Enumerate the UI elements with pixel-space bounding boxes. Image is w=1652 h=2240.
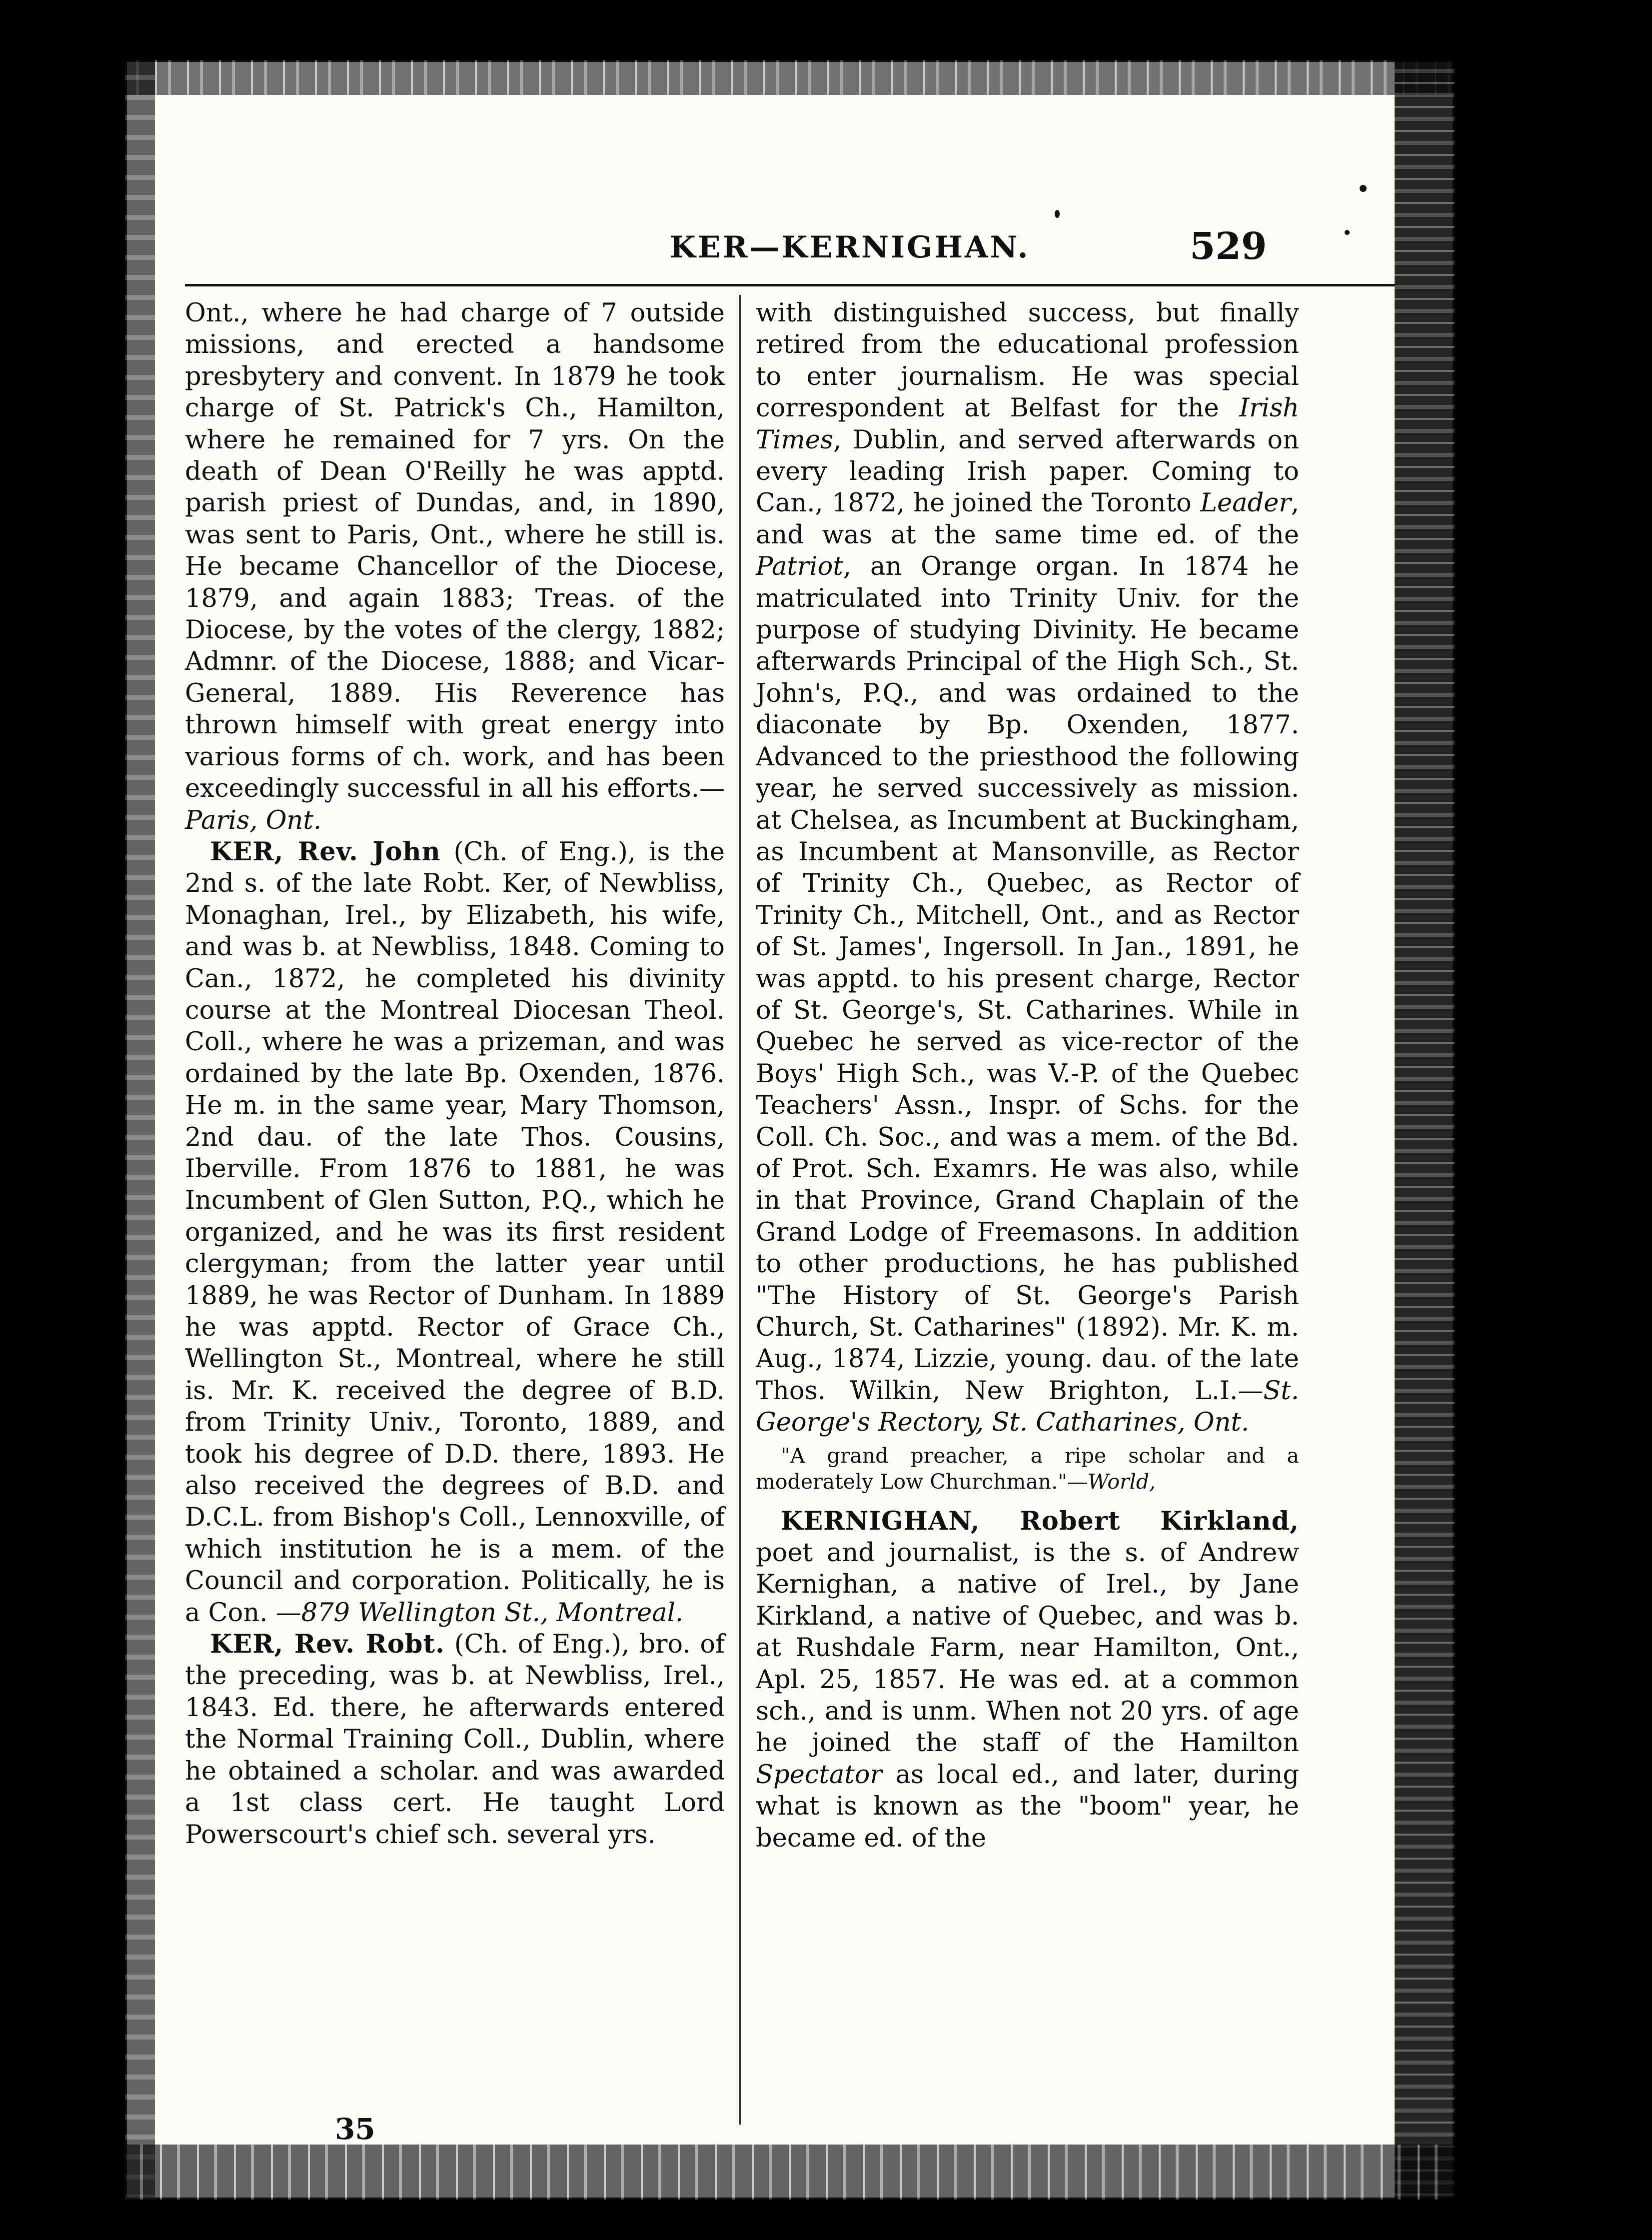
entry-text: Ont., where he had charge of 7 outside missions, and erected a handsome presbytery and convent. In 1879 he took charge of St. Patrick's Ch., Hamilton, where he remained for 7 yrs. On the death of Dean O'Reilly he was apptd. parish priest of Dundas, and, in 1890, was sent to Paris, Ont., where he still is. He became Chancellor of the Diocese, 1879, and again 1883; Treas. of the Diocese, by the votes of the clergy, 1882; Admnr. of the Diocese, 1888; and Vicar-General, 1889. His Reverence has thrown himself with great energy into various forms of ch. work, and has been exceedingly successful in all his efforts.—	[185, 298, 725, 804]
newspaper-title: Leader	[1200, 488, 1291, 518]
press-quote	[756, 1443, 1299, 1495]
entry-address: 879 Wellington St., Montreal.	[301, 1598, 684, 1628]
entry-text: (Ch. of Eng.), is the 2nd s. of the late Robt. Ker, of Newbliss, Monaghan, Irel., by Elizabeth, his wife, and was b. at Newbliss, 1848. Coming to Can., 1872, he completed his divinity course at the Montreal Diocesan Theol. Coll., where he was a prizeman, and was ordained by the late Bp. Oxenden, 1876. He m. in the same year, Mary Thomson, 2nd dau. of the late Thos. Cousins, Iberville. From 1876 to 1881, he was Incumbent of Glen Sutton, P.Q., which he organized, and he was its first resident clergyman; from the latter year until 1889, he was Rector of Dunham. In 1889 he was apptd. Rector of Grace Ch., Wellington St., Montreal, where he still is. Mr. K. received the degree of B.D. from Trinity Univ., Toronto, 1889, and took his degree of D.D. there, 1893. He also received the degrees of B.D. and D.C.L. from Bishop's Coll., Lennoxville, of which institution he is a mem. of the Council and corporation. Politically, he is a Con. —	[185, 837, 725, 1628]
entry-ker-john	[185, 836, 725, 1629]
quote-text: "A grand preacher, a ripe scholar and a moderately Low Churchman."—	[756, 1443, 1299, 1494]
running-head: KER—KERNIGHAN.	[669, 230, 1030, 265]
entry-name: KERNIGHAN, Robert Kirkland,	[781, 1506, 1299, 1536]
signature-mark: 35	[335, 2112, 375, 2146]
scan-edge-right	[1395, 60, 1455, 2200]
entry-name: KER, Rev. Robt.	[210, 1629, 445, 1660]
scan-edge-bottom	[125, 2145, 1455, 2200]
newspaper-title: Irish Times	[756, 393, 1299, 455]
page-number: 529	[1190, 225, 1267, 268]
scan-edge-top	[125, 60, 1455, 95]
entry-text: with distinguished success, but finally retired from the educational profession to enter journalism. He was special correspondent at Belfast for the	[756, 298, 1299, 423]
page-header	[125, 225, 1395, 275]
right-column	[756, 297, 1299, 1854]
scan-speck	[1345, 230, 1350, 235]
entry-kernighan	[756, 1506, 1299, 1854]
column-divider	[739, 295, 741, 2125]
continued-entry	[756, 297, 1299, 1439]
entry-text: poet and journalist, is the s. of Andrew Kernighan, a native of Irel., by Jane Kirkland, a native of Quebec, and was b. at Rushdale Farm, near Hamilton, Ont., Apl. 25, 1857. He was ed. at a common sch., and is unm. When not 20 yrs. of age he joined the staff of the Hamilton	[756, 1538, 1299, 1758]
left-column	[185, 297, 725, 1851]
scan-speck	[1360, 185, 1367, 192]
newspaper-title: Patriot	[756, 552, 843, 582]
scan-speck	[1055, 210, 1060, 218]
scanned-page	[125, 60, 1455, 2200]
entry-text: , Dublin, and served afterwards on every leading Irish paper. Coming to Can., 1872, he joined the Toronto	[756, 425, 1299, 518]
entry-address: Paris, Ont.	[185, 805, 322, 835]
entry-address: St. George's Rectory, St. Catharines, Ont.	[756, 1376, 1299, 1438]
newspaper-title: Spectator	[756, 1760, 882, 1790]
scan-edge-left	[125, 60, 155, 2200]
entry-text: , an Orange organ. In 1874 he matriculated into Trinity Univ. for the purpose of studying Divinity. He became afterwards Principal of the High Sch., St. John's, P.Q., and was ordained to the diaconate by Bp. Oxenden, 1877. Advanced to the priesthood the following year, he served successively as mission. at Chelsea, as Incumbent at Buckingham, as Incumbent at Mansonville, as Rector of Trinity Ch., Quebec, as Rector of Trinity Ch., Mitchell, Ont., and as Rector of St. James', Ingersoll. In Jan., 1891, he was apptd. to his present charge, Rector of St. George's, St. Catharines. While in Quebec he served as vice-rector of the Boys' High Sch., was V.-P. of the Quebec Teachers' Assn., Inspr. of Schs. for the Coll. Ch. Soc., and was a mem. of the Bd. of Prot. Sch. Examrs. He was also, while in that Province, Grand Chaplain of the Grand Lodge of Freemasons. In addition to other productions, he has published "The History of St. George's Parish Church, St. Catharines" (1892). Mr. K. m. Aug., 1874, Lizzie, young. dau. of the late Thos. Wilkin, New Brighton, L.I.—	[756, 552, 1299, 1406]
entry-text: (Ch. of Eng.), bro. of the preceding, was b. at Newbliss, Irel., 1843. Ed. there, he afterwards entered the Normal Training Coll., Dublin, where he obtained a scholar. and was awarded a 1st class cert. He taught Lord Powerscourt's chief sch. several yrs.	[185, 1630, 725, 1850]
entry-text: , and was at the same time ed. of the	[756, 488, 1299, 550]
header-rule	[185, 284, 1395, 286]
entry-text: as local ed., and later, during what is known as the "boom" year, he became ed. of the	[756, 1760, 1299, 1853]
quote-source: World,	[1087, 1469, 1156, 1494]
entry-name: KER, Rev. John	[210, 836, 441, 867]
continued-entry	[185, 297, 725, 836]
entry-ker-robt	[185, 1629, 725, 1851]
